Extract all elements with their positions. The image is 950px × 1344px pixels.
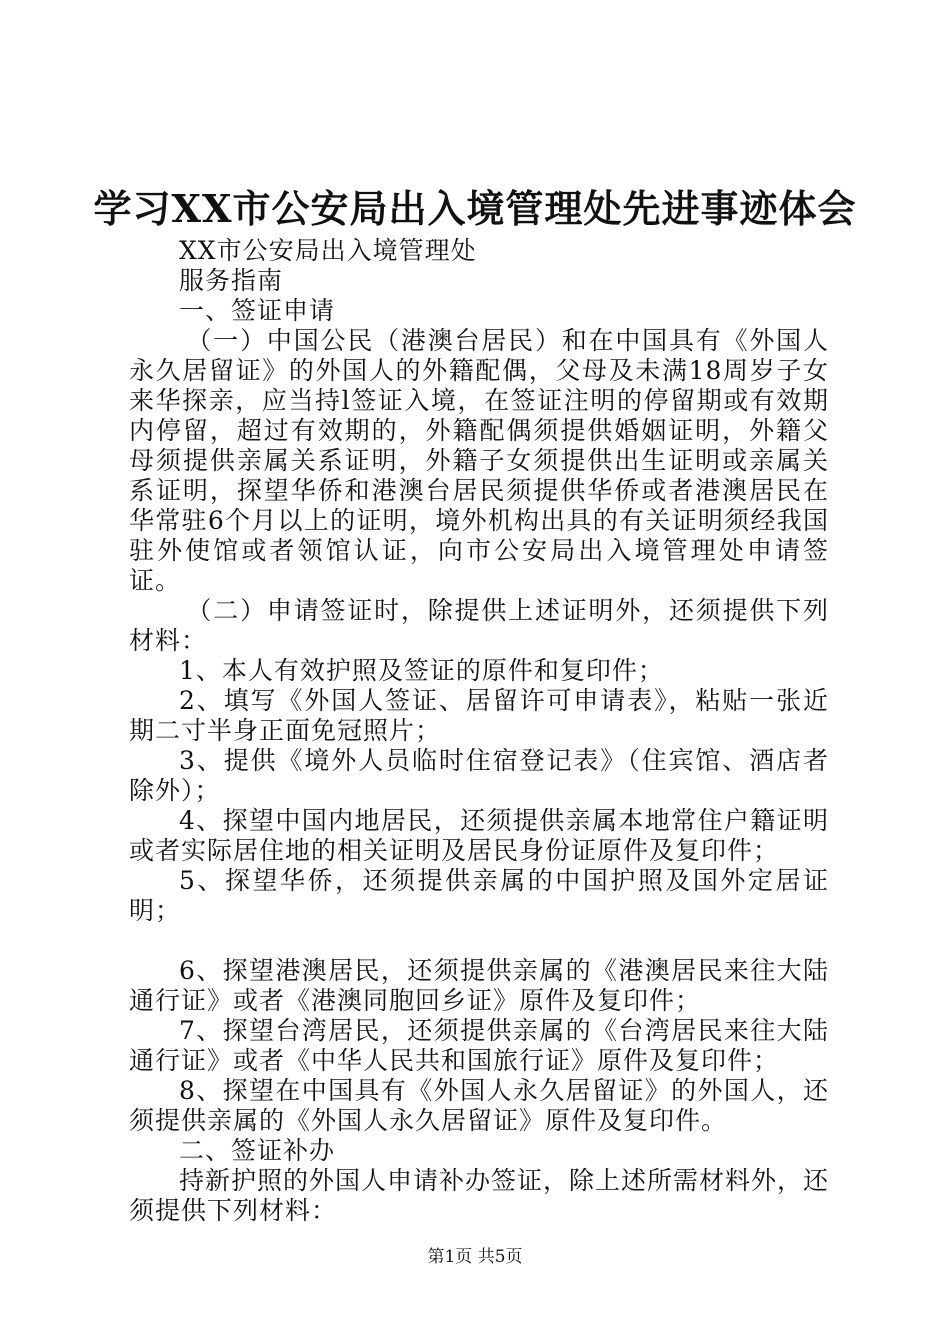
section-heading-visa-application: 一、签证申请 (179, 296, 336, 325)
list-item: 4、探望中国内地居民，还须提供亲属本地常住户籍证明或者实际居住地的相关证明及居民身份证原件及复印件； (129, 806, 829, 865)
paragraph-item-2: （二）申请签证时，除提供上述证明外，还须提供下列材料： (129, 596, 829, 655)
paragraph-department: XX市公安局出入境管理处 (179, 236, 477, 265)
list-item: 2、填写《外国人签证、居留许可申请表》，粘贴一张近期二寸半身正面免冠照片； (129, 686, 829, 745)
list-item: 8、探望在中国具有《外国人永久居留证》的外国人，还须提供亲属的《外国人永久居留证》原件及复印件。 (129, 1076, 829, 1135)
blank-line (129, 926, 829, 956)
section-heading-visa-reissue: 二、签证补办 (179, 1136, 336, 1165)
list-item: 5、探望华侨，还须提供亲属的中国护照及国外定居证明； (129, 866, 829, 925)
list-item: 7、探望台湾居民，还须提供亲属的《台湾居民来往大陆通行证》或者《中华人民共和国旅行证》原件及复印件； (129, 1016, 829, 1075)
paragraph-reissue: 持新护照的外国人申请补办签证，除上述所需材料外，还须提供下列材料： (129, 1166, 830, 1225)
list-item: 1、本人有效护照及签证的原件和复印件； (179, 656, 664, 685)
document-body (129, 236, 829, 1226)
paragraph-service-guide: 服务指南 (179, 266, 284, 295)
page-number-footer: 第1页 共5页 (427, 1247, 523, 1267)
paragraph-item-1: （一）中国公民（港澳台居民）和在中国具有《外国人永久居留证》的外国人的外籍配偶，父母及未满18周岁子女来华探亲，应当持l签证入境，在签证注明的停留期或有效期内停留，超过有效期的，外籍配偶须提供婚姻证明，外籍父母须提供亲属关系证明，外籍子女须提供出生证明或亲属关系证明，探望华侨和港澳台居民须提供华侨或者港澳居民在华常驻6个月以上的证明，境外机构出具的有关证明须经我国驻外使馆或者领馆认证，向市公安局出入境管理处申请签证。 (129, 326, 829, 595)
list-item: 3、提供《境外人员临时住宿登记表》（住宾馆、酒店者除外）； (129, 746, 829, 805)
list-item: 6、探望港澳居民，还须提供亲属的《港澳居民来往大陆通行证》或者《港澳同胞回乡证》原件及复印件； (129, 956, 829, 1015)
document-title: 学习XX市公安局出入境管理处先进事迹体会 (93, 186, 857, 231)
